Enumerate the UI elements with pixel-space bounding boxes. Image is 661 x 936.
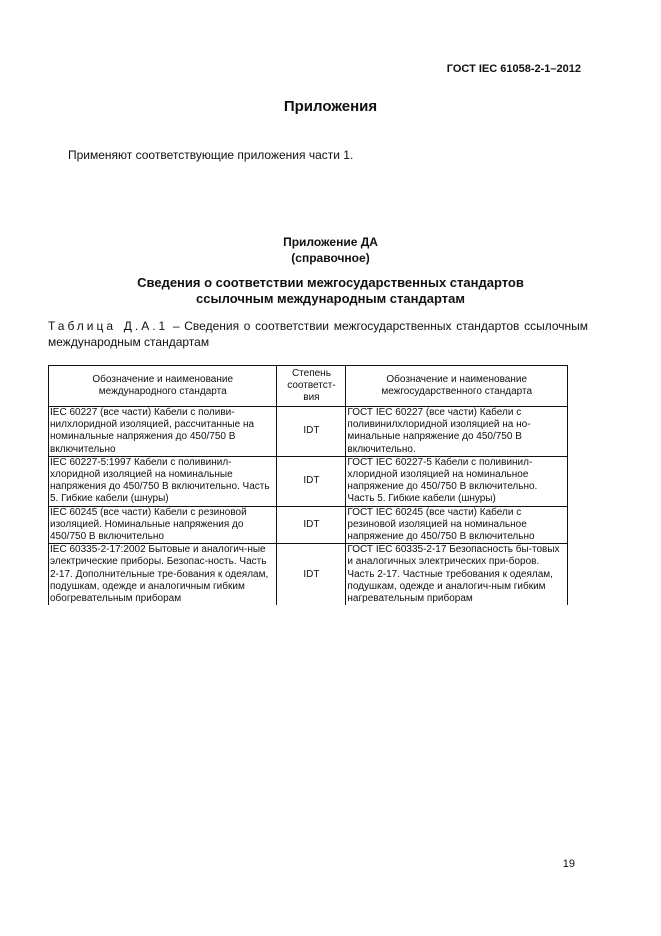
intro-paragraph: Применяют соответствующие приложения части 1.	[68, 148, 354, 162]
cell-interstate-standard: ГОСТ IEC 60335-2-17 Безопасность бы-товых и аналогичных электрических при-боров. Часть 2-17. Частные требования к одеялам, подушкам, одежде и аналогич-ным гибким нагревательным приборам	[346, 544, 568, 606]
annex-heading-line2: ссылочным международным стандартам	[196, 291, 465, 306]
annex-title-line2: (справочное)	[291, 251, 370, 265]
table-row	[49, 544, 568, 606]
cell-degree: IDT	[277, 506, 346, 544]
page-title: Приложения	[283, 98, 378, 115]
table-caption-text: – Сведения о соответствии межгосударственных стандартов ссылочным международным стандартам	[48, 319, 588, 349]
cell-intl-standard: IEC 60227 (все части) Кабели с поливи-нилхлоридной изоляцией, рассчитанные на номинальные напряжения до 450/750 В включительно	[49, 407, 277, 457]
standards-table	[48, 365, 568, 605]
table-header-row	[49, 366, 568, 407]
header-interstate-standard: Обозначение и наименование межгосударственного стандарта	[346, 366, 568, 407]
table-caption	[48, 318, 588, 350]
table-row	[49, 456, 568, 506]
cell-interstate-standard: ГОСТ IEC 60227 (все части) Кабели с поливинилхлоридной изоляцией на но-минальные напряжение до 450/750 В включительно.	[346, 407, 568, 457]
cell-degree: IDT	[277, 544, 346, 606]
cell-interstate-standard: ГОСТ IEC 60245 (все части) Кабели с резиновой изоляцией на номинальное напряжение до 450/750 В включительно	[346, 506, 568, 544]
header-intl-standard: Обозначение и наименование международного стандарта	[49, 366, 277, 407]
cell-interstate-standard: ГОСТ IEC 60227-5 Кабели с поливинил-хлоридной изоляцией на номинальное напряжение до 450/750 В включительно. Часть 5. Гибкие кабели (шнуры)	[346, 456, 568, 506]
annex-heading	[0, 275, 661, 307]
table-row	[49, 506, 568, 544]
document-code: ГОСТ IEC 61058-2-1–2012	[446, 63, 581, 75]
annex-title-line1: Приложение ДА	[283, 235, 378, 249]
cell-intl-standard: IEC 60227-5:1997 Кабели с поливинил-хлоридной изоляцией на номинальные напряжения до 450/750 В включительно. Часть 5. Гибкие кабели (шнуры)	[49, 456, 277, 506]
annex-title	[0, 234, 661, 266]
cell-degree: IDT	[277, 456, 346, 506]
table-row	[49, 407, 568, 457]
cell-intl-standard: IEC 60335-2-17:2002 Бытовые и аналогич-ные электрические приборы. Безопас-ность. Часть 2-17. Дополнительные тре-бования к одеялам, подушкам, одежде и аналогичным гибким обогревательным приборам	[49, 544, 277, 606]
cell-intl-standard: IEC 60245 (все части) Кабели с резиновой изоляцией. Номинальные напряжения до 450/750 В включительно	[49, 506, 277, 544]
table-caption-prefix: Таблица Д.А.1	[48, 319, 169, 333]
header-degree: Степень соответст-вия	[277, 366, 346, 407]
page-number: 19	[562, 858, 575, 870]
cell-degree: IDT	[277, 407, 346, 457]
annex-heading-line1: Сведения о соответствии межгосударственных стандартов	[137, 275, 524, 290]
